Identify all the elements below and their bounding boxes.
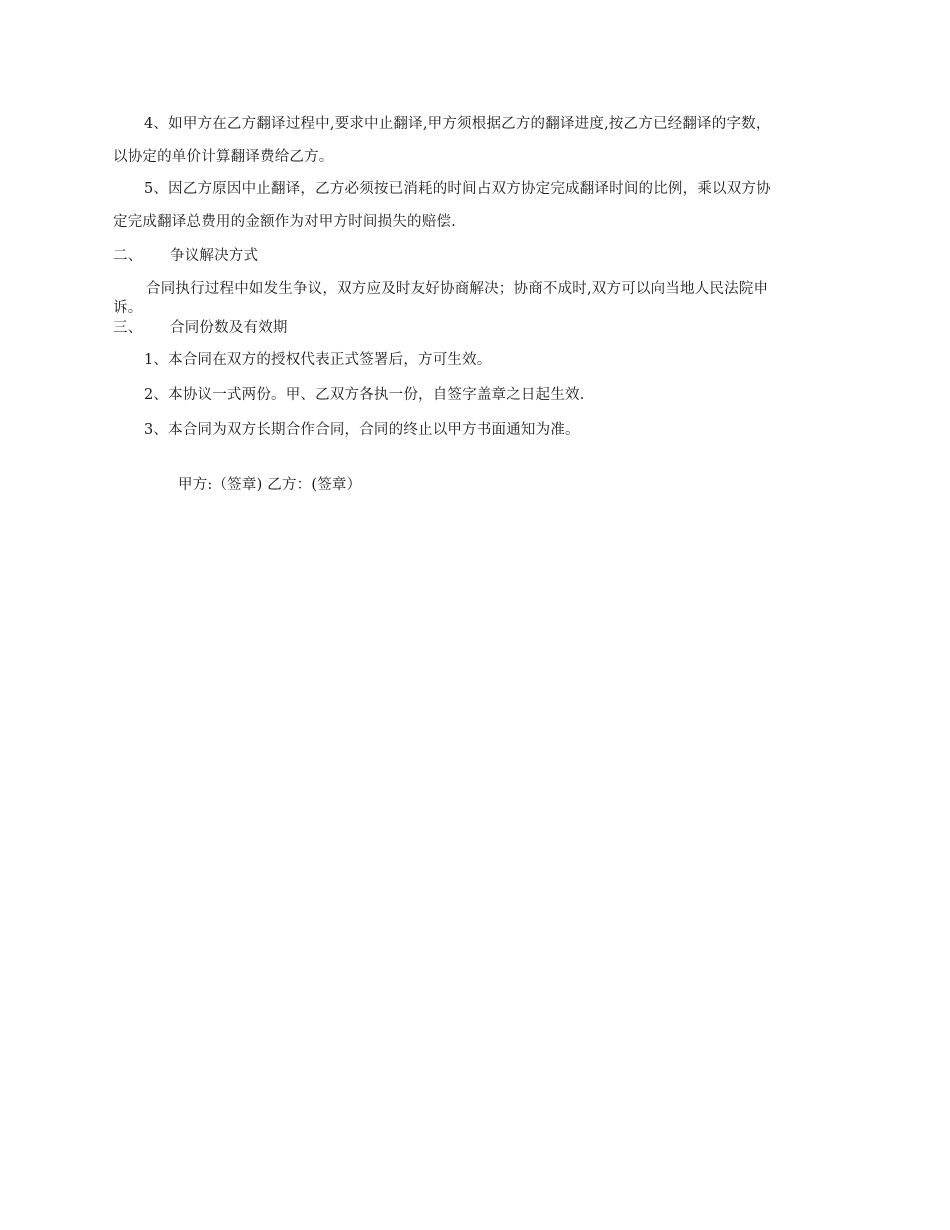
section-3-title: 合同份数及有效期 [170,320,288,336]
section-2-number: 二、 [113,248,143,264]
section-3-item-2: 2、本协议一式两份。甲、乙双方各执一份，自签字盖章之日起生效. [144,387,585,403]
clause-5-line-2: 定完成翻译总费用的金额作为对甲方时间损失的赔偿. [113,214,456,230]
section-3-item-3: 3、本合同为双方长期合作合同，合同的终止以甲方书面通知为准。 [144,422,580,438]
clause-4-line-2: 以协定的单价计算翻译费给乙方。 [113,149,334,165]
section-3-heading [113,318,288,338]
section-2-body-line-2: 诉。 [113,300,143,316]
clause-5-line-1: 5、因乙方原因中止翻译，乙方必须按已消耗的时间占双方协定完成翻译时间的比例，乘以双方协 [144,181,771,197]
section-2-body-line-1: 合同执行过程中如发生争议，双方应及时友好协商解决；协商不成时,双方可以向当地人民法院申 [146,281,769,297]
section-3-number: 三、 [113,320,143,336]
clause-4-line-1: 4、如甲方在乙方翻译过程中,要求中止翻译,甲方须根据乙方的翻译进度,按乙方已经翻译的字数， [144,116,771,132]
section-3-item-1: 1、本合同在双方的授权代表正式签署后，方可生效。 [144,352,492,368]
section-2-title: 争议解决方式 [170,248,259,264]
section-2-heading [113,246,258,266]
signature-line: 甲方:（签章) 乙方：(签章） [178,477,362,493]
